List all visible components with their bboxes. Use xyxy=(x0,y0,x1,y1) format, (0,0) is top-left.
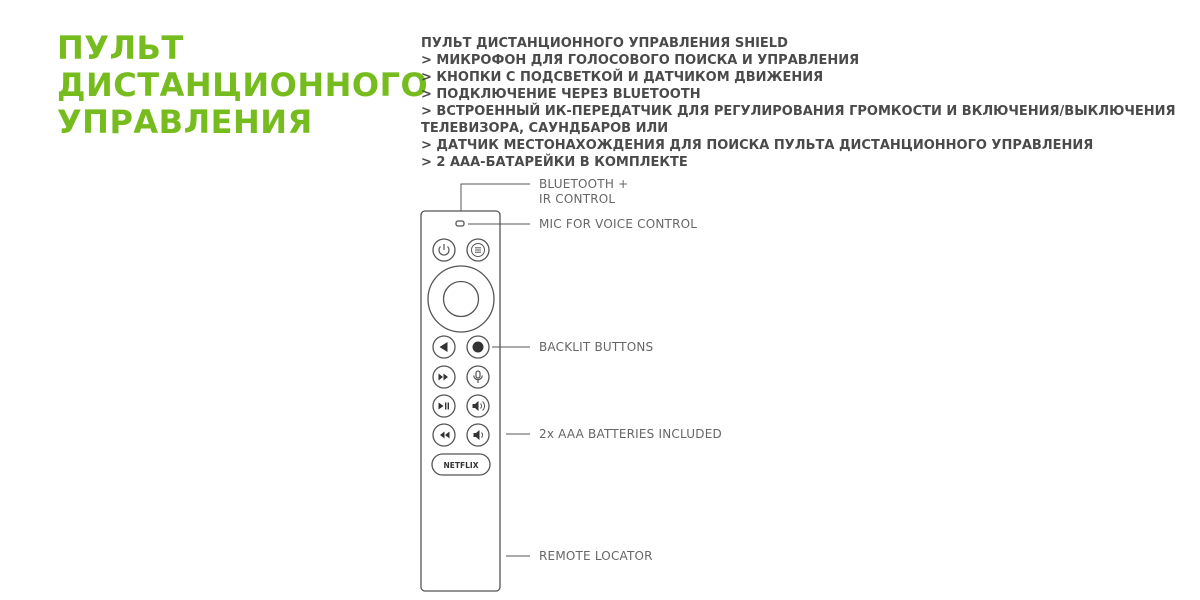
spec-item: > ПОДКЛЮЧЕНИЕ ЧЕРЕЗ BLUETOOTH xyxy=(421,87,701,102)
title-line-1: ПУЛЬТ xyxy=(57,29,184,67)
home-icon xyxy=(473,342,484,353)
title-line-3: УПРАВЛЕНИЯ xyxy=(57,103,313,141)
callout-bluetooth xyxy=(539,177,628,207)
volume-down-button[interactable] xyxy=(467,424,489,446)
callout-locator: REMOTE LOCATOR xyxy=(539,549,653,563)
title-line-2: ДИСТАНЦИОННОГО xyxy=(57,66,429,104)
fast-forward-button[interactable] xyxy=(433,366,455,388)
rewind-icon xyxy=(440,432,450,439)
volume-up-button[interactable] xyxy=(467,395,489,417)
spec-item: > 2 AAA-БАТАРЕЙКИ В КОМПЛЕКТЕ xyxy=(421,155,688,170)
power-icon xyxy=(439,244,449,255)
play-pause-icon xyxy=(439,403,450,410)
menu-button[interactable] xyxy=(467,239,489,261)
dpad[interactable] xyxy=(428,266,494,332)
select-button[interactable] xyxy=(444,282,479,317)
callout-bluetooth-line-1: BLUETOOTH + xyxy=(539,177,629,191)
microphone-icon xyxy=(474,371,482,383)
callout-batteries: 2x AAA BATTERIES INCLUDED xyxy=(539,427,722,441)
led-indicator xyxy=(456,221,464,226)
home-button[interactable] xyxy=(467,336,489,358)
spec-item: > ВСТРОЕННЫЙ ИК-ПЕРЕДАТЧИК ДЛЯ РЕГУЛИРОВАНИЯ ГРОМКОСТИ И ВКЛЮЧЕНИЯ/ВЫКЛЮЧЕНИЯ ТЕЛЕВИЗОРА, САУНДБАРОВ ИЛИ xyxy=(421,104,1176,136)
spec-heading: ПУЛЬТ ДИСТАНЦИОННОГО УПРАВЛЕНИЯ SHIELD xyxy=(421,36,788,51)
microphone-button[interactable] xyxy=(467,366,489,388)
spec-item: > ДАТЧИК МЕСТОНАХОЖДЕНИЯ ДЛЯ ПОИСКА ПУЛЬТА ДИСТАНЦИОННОГО УПРАВЛЕНИЯ xyxy=(421,138,1094,153)
power-button[interactable] xyxy=(433,239,455,261)
bluetooth-leader-line xyxy=(461,184,530,211)
spec-item: > КНОПКИ С ПОДСВЕТКОЙ И ДАТЧИКОМ ДВИЖЕНИЯ xyxy=(421,70,824,85)
fast-forward-icon xyxy=(439,374,449,381)
volume-up-icon xyxy=(473,401,485,411)
back-icon xyxy=(440,342,448,352)
callout-bluetooth-line-2: IR CONTROL xyxy=(539,192,616,206)
back-button[interactable] xyxy=(433,336,455,358)
play-pause-button[interactable] xyxy=(433,395,455,417)
rewind-button[interactable] xyxy=(433,424,455,446)
callout-mic: MIC FOR VOICE CONTROL xyxy=(539,217,698,231)
spec-item: > МИКРОФОН ДЛЯ ГОЛОСОВОГО ПОИСКА И УПРАВЛЕНИЯ xyxy=(421,53,860,68)
netflix-label: NETFLIX xyxy=(443,461,479,470)
volume-down-icon xyxy=(474,430,483,440)
menu-icon xyxy=(475,248,481,252)
callout-backlit: BACKLIT BUTTONS xyxy=(539,340,654,354)
